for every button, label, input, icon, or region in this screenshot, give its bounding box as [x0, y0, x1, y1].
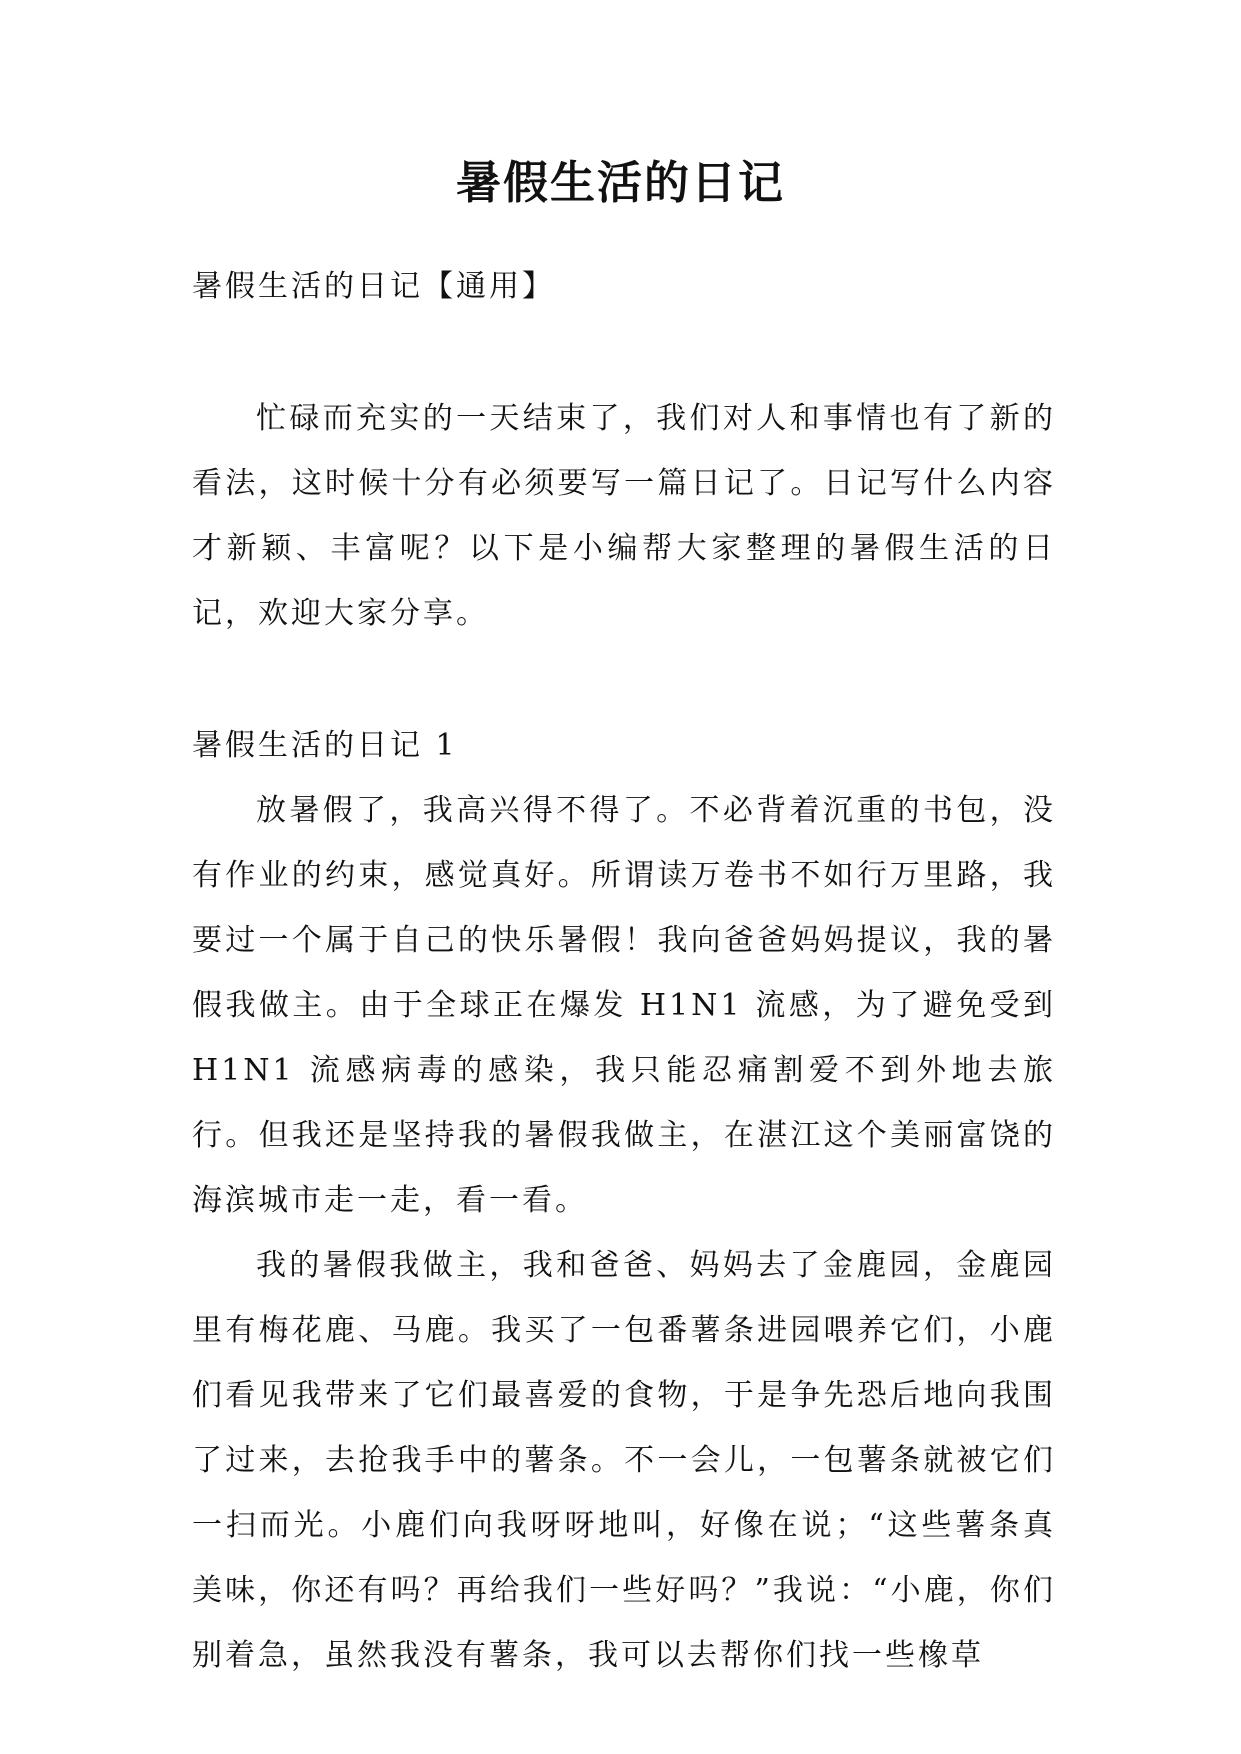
intro-paragraph: 忙碌而充实的一天结束了，我们对人和事情也有了新的看法，这时候十分有必须要写一篇日记了。日记写什么内容才新颖、丰富呢？以下是小编帮大家整理的暑假生活的日记，欢迎大家分享。: [192, 401, 1056, 631]
entry-paragraph: 我的暑假我做主，我和爸爸、妈妈去了金鹿园，金鹿园里有梅花鹿、马鹿。我买了一包番薯条进园喂养它们，小鹿们看见我带来了它们最喜爱的食物，于是争先恐后地向我围了过来，去抢我手中的薯条。不一会儿，一包薯条就被它们一扫而光。小鹿们向我呀呀地叫，好像在说；“这些薯条真美味，你还有吗？再给我们一些好吗？”我说：“小鹿，你们别着急，虽然我没有薯条，我可以去帮你们找一些橡草: [192, 1248, 1056, 1673]
entry-paragraph: 放暑假了，我高兴得不得了。不必背着沉重的书包，没有作业的约束，感觉真好。所谓读万卷书不如行万里路，我要过一个属于自己的快乐暑假！我向爸爸妈妈提议，我的暑假我做主。由于全球正在爆发 H1N1 流感，为了避免受到 H1N1 流感病毒的感染，我只能忍痛割爱不到外地去旅行。但我还是坚持我的暑假我做主，在湛江这个美丽富饶的海滨城市走一走，看一看。: [192, 793, 1056, 1218]
document-subtitle: 暑假生活的日记【通用】: [192, 269, 555, 304]
entry-title: 暑假生活的日记 1: [192, 728, 458, 763]
document-body: [192, 254, 1056, 1688]
document-title: 暑假生活的日记: [455, 156, 785, 209]
